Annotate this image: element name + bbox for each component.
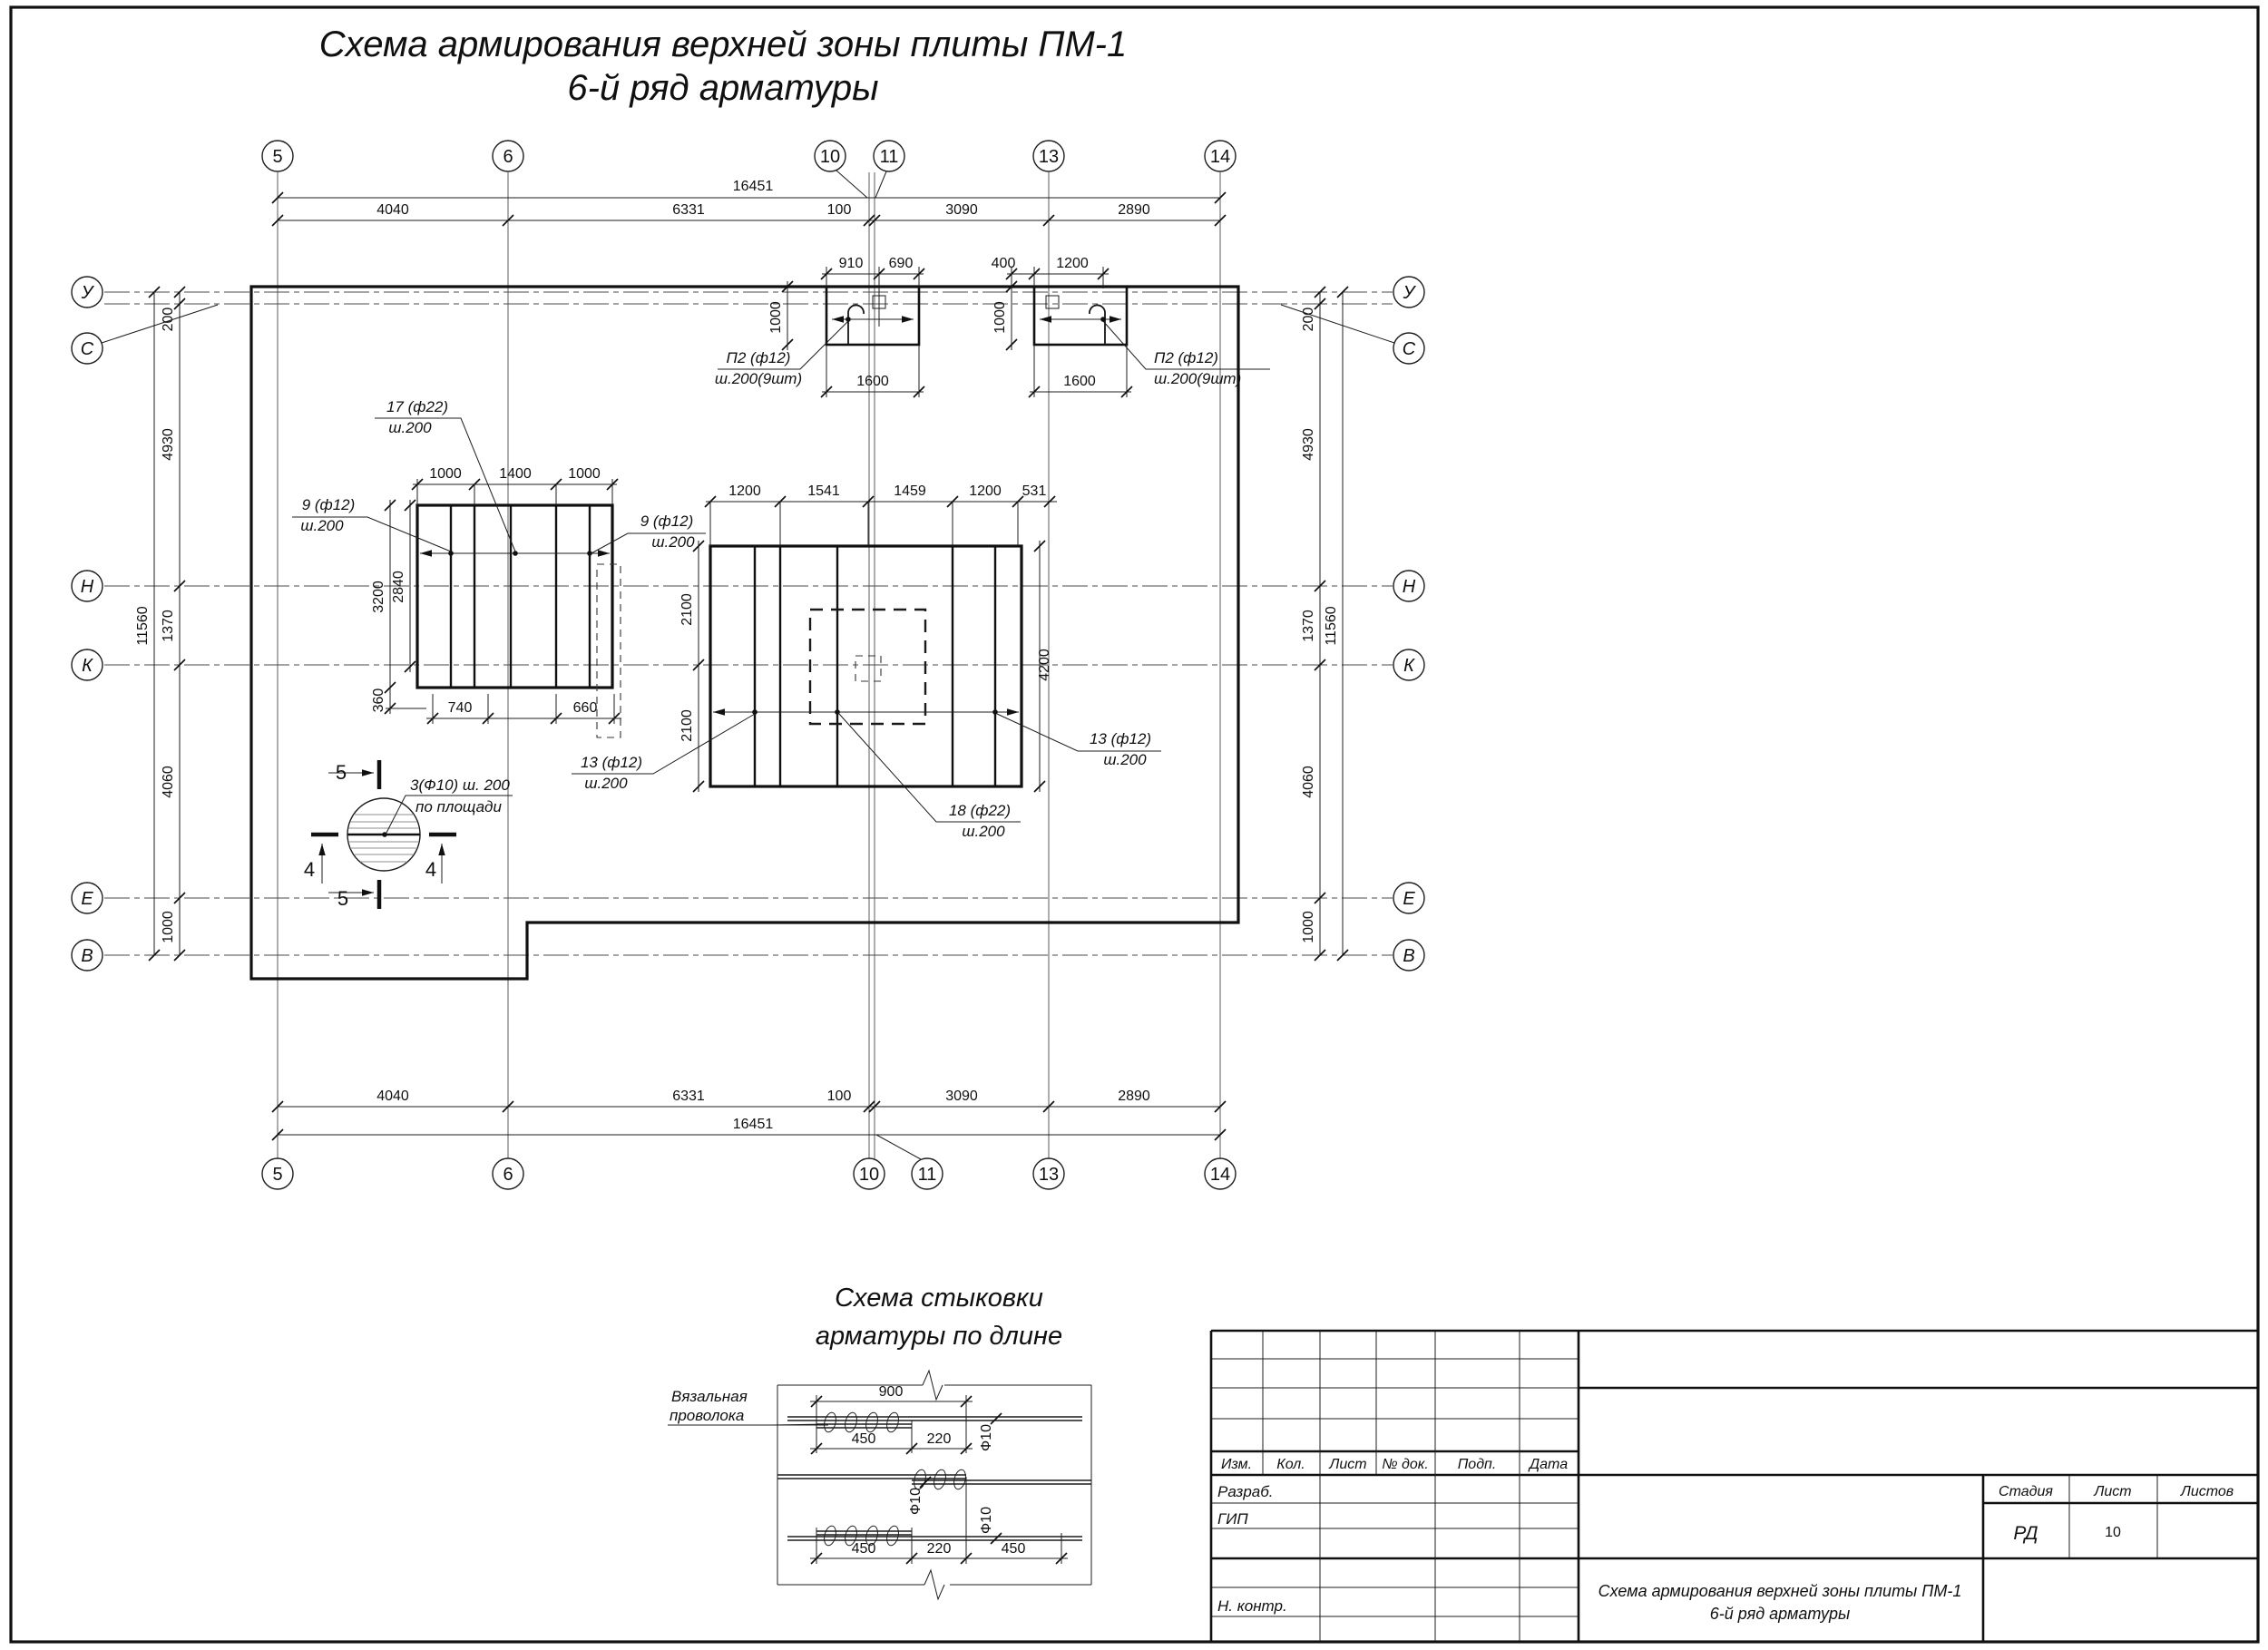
dim-label: 450 <box>851 1541 876 1557</box>
dim-label: 3090 <box>945 1089 978 1104</box>
dim-label: 4060 <box>1301 766 1316 798</box>
svg-text:К: К <box>1403 656 1414 676</box>
tb-row-label: Разраб. <box>1217 1483 1274 1500</box>
dim-label: 1541 <box>807 483 840 499</box>
dim-label: 1000 <box>161 911 176 943</box>
svg-text:14: 14 <box>1209 147 1231 167</box>
tb-sheet-header: Лист <box>2094 1484 2132 1499</box>
callout-text: 13 (ф12) <box>580 754 643 771</box>
axis-bubble <box>72 305 218 364</box>
callout-text: П2 (ф12) <box>726 349 791 366</box>
tb-stage-header: Стадия <box>1999 1484 2053 1499</box>
splice-detail <box>668 1284 1091 1599</box>
callout-p2-right <box>1103 321 1270 387</box>
callout-text: 17 (ф22) <box>386 398 449 415</box>
svg-text:5: 5 <box>272 147 283 167</box>
dim-label: 450 <box>1001 1541 1026 1557</box>
dim-label: 1600 <box>856 374 889 389</box>
column-dashed-outline <box>597 564 621 737</box>
dim-label: 1370 <box>161 610 176 642</box>
dim-label: 1000 <box>992 301 1008 334</box>
dim-label: 4930 <box>161 428 176 461</box>
rebar-dia-label: Ф10 <box>908 1488 924 1515</box>
callout-text: 9 (ф12) <box>640 513 694 530</box>
callout-text: проволока <box>670 1407 745 1424</box>
tb-doc-title: Схема армирования верхней зоны плиты ПМ-1 <box>1598 1582 1962 1600</box>
grid-vertical-axes <box>278 172 1220 1158</box>
callout-text: 3(Ф10) ш. 200 <box>410 776 510 794</box>
svg-text:В: В <box>81 946 93 966</box>
axis-bubble <box>72 649 103 680</box>
dim-label: 11560 <box>1324 606 1339 646</box>
dim-label: 6331 <box>672 202 705 218</box>
dim-label: 4200 <box>1037 649 1052 681</box>
dim-label: 16451 <box>732 179 774 194</box>
callout-text: ш.200(9шт) <box>714 370 803 387</box>
callout-text: П2 (ф12) <box>1154 349 1218 366</box>
axis-bubble <box>1393 883 1424 913</box>
dim-label: 3090 <box>945 202 978 218</box>
axis-bubble <box>72 883 103 913</box>
dim-label: 2100 <box>679 593 695 626</box>
callout-text: 18 (ф22) <box>948 802 1012 819</box>
dim-label: 1000 <box>768 301 784 334</box>
svg-text:5: 5 <box>272 1165 283 1185</box>
dim-label: 200 <box>161 307 176 332</box>
dim-label: 2840 <box>391 571 406 603</box>
tb-doc-title: 6-й ряд арматуры <box>1709 1605 1851 1623</box>
tb-sheet-value: 10 <box>2105 1525 2121 1540</box>
grid-horizontal-axes <box>104 292 1393 955</box>
dim-label: 1200 <box>1056 256 1089 271</box>
dim-label: 100 <box>826 1089 852 1104</box>
callout-13-left <box>572 714 755 792</box>
tb-row-label: Н. контр. <box>1217 1597 1287 1615</box>
main-title <box>319 24 1128 108</box>
dim-label: 690 <box>888 256 914 271</box>
axis-bubble <box>854 1158 885 1189</box>
svg-text:Е: Е <box>81 889 93 909</box>
detail-title: арматуры по длине <box>815 1322 1063 1351</box>
tb-col-header: Лист <box>1329 1457 1367 1472</box>
dim-label: 3200 <box>371 581 386 613</box>
rebar-hook-icon <box>1090 305 1105 345</box>
section-label: 4 <box>425 858 437 881</box>
column-section-detail <box>304 760 513 910</box>
opening-1 <box>826 287 919 345</box>
svg-text:11: 11 <box>879 147 899 167</box>
svg-text:13: 13 <box>1038 1165 1060 1185</box>
dim-label: 100 <box>826 202 852 218</box>
tb-col-header: Подп. <box>1457 1457 1497 1472</box>
svg-text:К: К <box>82 656 93 676</box>
callout-9-right <box>590 513 706 554</box>
dim-label: 2890 <box>1118 202 1150 218</box>
page-subtitle: 6-й ряд арматуры <box>567 68 879 108</box>
svg-text:Н: Н <box>80 577 94 597</box>
dim-chain-bottom <box>272 1089 1226 1140</box>
dim-label: 1200 <box>969 483 1002 499</box>
svg-text:В: В <box>1403 946 1415 966</box>
section-label: 5 <box>337 887 349 910</box>
axis-bubble <box>1393 571 1424 601</box>
svg-text:У: У <box>81 283 93 303</box>
callout-text: 9 (ф12) <box>301 496 356 513</box>
dim-label: 360 <box>371 688 386 713</box>
callout-text: ш.200 <box>651 533 695 551</box>
axis-bubble <box>1393 649 1424 680</box>
sheet-frame <box>11 7 2258 1642</box>
callout-text: ш.200 <box>300 517 344 534</box>
svg-text:Н: Н <box>1402 577 1416 597</box>
dim-label: 1000 <box>568 466 601 482</box>
callout-text: ш.200(9шт) <box>1154 370 1242 387</box>
axis-bubble <box>262 141 293 171</box>
callout-18 <box>839 714 1021 840</box>
axis-bubble <box>72 571 103 601</box>
dim-label: 4040 <box>376 202 409 218</box>
title-block <box>1211 1331 2258 1642</box>
dim-label: 1000 <box>1301 911 1316 943</box>
axis-bubble <box>1033 1158 1064 1189</box>
rebar-dia-label: Ф10 <box>979 1507 994 1534</box>
axis-bubble <box>72 940 103 971</box>
rebar-zone-middle <box>710 546 1022 786</box>
tb-sheets-header: Листов <box>2180 1484 2234 1499</box>
callout-text: ш.200 <box>962 823 1005 840</box>
svg-text:С: С <box>1402 339 1416 359</box>
dim-chain-right <box>1301 287 1348 961</box>
slab-outline <box>251 287 1238 979</box>
tb-stage-value: РД <box>2013 1523 2038 1544</box>
axis-bubble <box>493 141 523 171</box>
dim-label: 2890 <box>1118 1089 1150 1104</box>
axis-bubble <box>1205 141 1236 171</box>
dim-label: 220 <box>926 1541 952 1557</box>
axis-bubble <box>262 1158 293 1189</box>
section-mark-4-left <box>304 835 338 884</box>
callout-text: 13 (ф12) <box>1089 730 1152 747</box>
dim-label: 660 <box>572 700 598 716</box>
svg-text:Е: Е <box>1403 889 1415 909</box>
tb-col-header: № док. <box>1382 1457 1429 1472</box>
svg-text:14: 14 <box>1209 1165 1231 1185</box>
dim-label: 220 <box>926 1431 952 1447</box>
svg-text:10: 10 <box>819 147 841 167</box>
section-label: 5 <box>335 761 347 784</box>
tb-col-header: Кол. <box>1276 1457 1305 1472</box>
wire-callout <box>668 1388 830 1425</box>
dim-label: 1600 <box>1063 374 1096 389</box>
rebar-hook-icon <box>848 305 864 345</box>
axis-bubble <box>876 1135 943 1189</box>
callout-text: Вязальная <box>671 1388 748 1405</box>
axis-bubbles-bottom <box>262 1135 1236 1189</box>
axis-bubble <box>874 141 904 198</box>
dim-label: 910 <box>838 256 864 271</box>
dim-label: 531 <box>1022 483 1047 499</box>
tb-col-header: Дата <box>1529 1457 1569 1472</box>
dim-label: 1000 <box>429 466 462 482</box>
svg-text:6: 6 <box>503 147 513 167</box>
dim-label: 1400 <box>499 466 532 482</box>
dims-opening-2 <box>992 256 1132 397</box>
axis-bubble <box>1393 940 1424 971</box>
callout-text: по площади <box>415 798 502 815</box>
rebar-dia-label: Ф10 <box>979 1424 994 1451</box>
svg-text:С: С <box>80 339 94 359</box>
svg-text:10: 10 <box>858 1165 880 1185</box>
axis-bubble <box>1205 1158 1236 1189</box>
dim-label: 2100 <box>679 709 695 742</box>
tb-row-label: ГИП <box>1217 1510 1248 1528</box>
svg-text:13: 13 <box>1038 147 1060 167</box>
dim-label: 4060 <box>161 766 176 798</box>
dim-label: 450 <box>851 1431 876 1447</box>
dim-label: 4040 <box>376 1089 409 1104</box>
dim-label: 740 <box>447 700 473 716</box>
dim-label: 400 <box>991 256 1016 271</box>
axis-bubble <box>1393 277 1424 308</box>
page-title: Схема армирования верхней зоны плиты ПМ-1 <box>318 24 1128 64</box>
svg-text:У: У <box>1403 283 1415 303</box>
axis-bubble <box>1033 141 1064 171</box>
dim-label: 1200 <box>728 483 761 499</box>
callout-text: ш.200 <box>584 775 628 792</box>
svg-text:11: 11 <box>917 1165 937 1185</box>
dim-label: 11560 <box>135 606 151 646</box>
axis-bubble <box>72 277 103 308</box>
dim-chain-left <box>135 287 185 961</box>
dim-label: 1370 <box>1301 610 1316 642</box>
dim-label: 4930 <box>1301 428 1316 461</box>
dim-label: 1459 <box>894 483 926 499</box>
detail-title: Схема стыковки <box>835 1284 1043 1313</box>
section-mark-4-right <box>425 835 456 884</box>
dim-label: 200 <box>1301 307 1316 332</box>
section-label: 4 <box>303 858 316 881</box>
dim-label: 900 <box>878 1384 904 1400</box>
axis-bubble <box>815 141 867 198</box>
dim-chain-top <box>272 179 1226 226</box>
opening-2 <box>1034 287 1127 345</box>
callout-text: ш.200 <box>1103 751 1147 768</box>
capital-dashed-outline <box>810 610 925 724</box>
svg-text:6: 6 <box>503 1165 513 1185</box>
tb-col-header: Изм. <box>1220 1457 1253 1472</box>
column-dashed-outline <box>855 656 881 681</box>
section-mark-5-top <box>328 760 379 789</box>
callout-text: ш.200 <box>388 419 432 436</box>
dim-label: 6331 <box>672 1089 705 1104</box>
axis-bubble <box>493 1158 523 1189</box>
section-mark-5-bottom <box>328 880 379 910</box>
dim-label: 16451 <box>732 1117 774 1132</box>
